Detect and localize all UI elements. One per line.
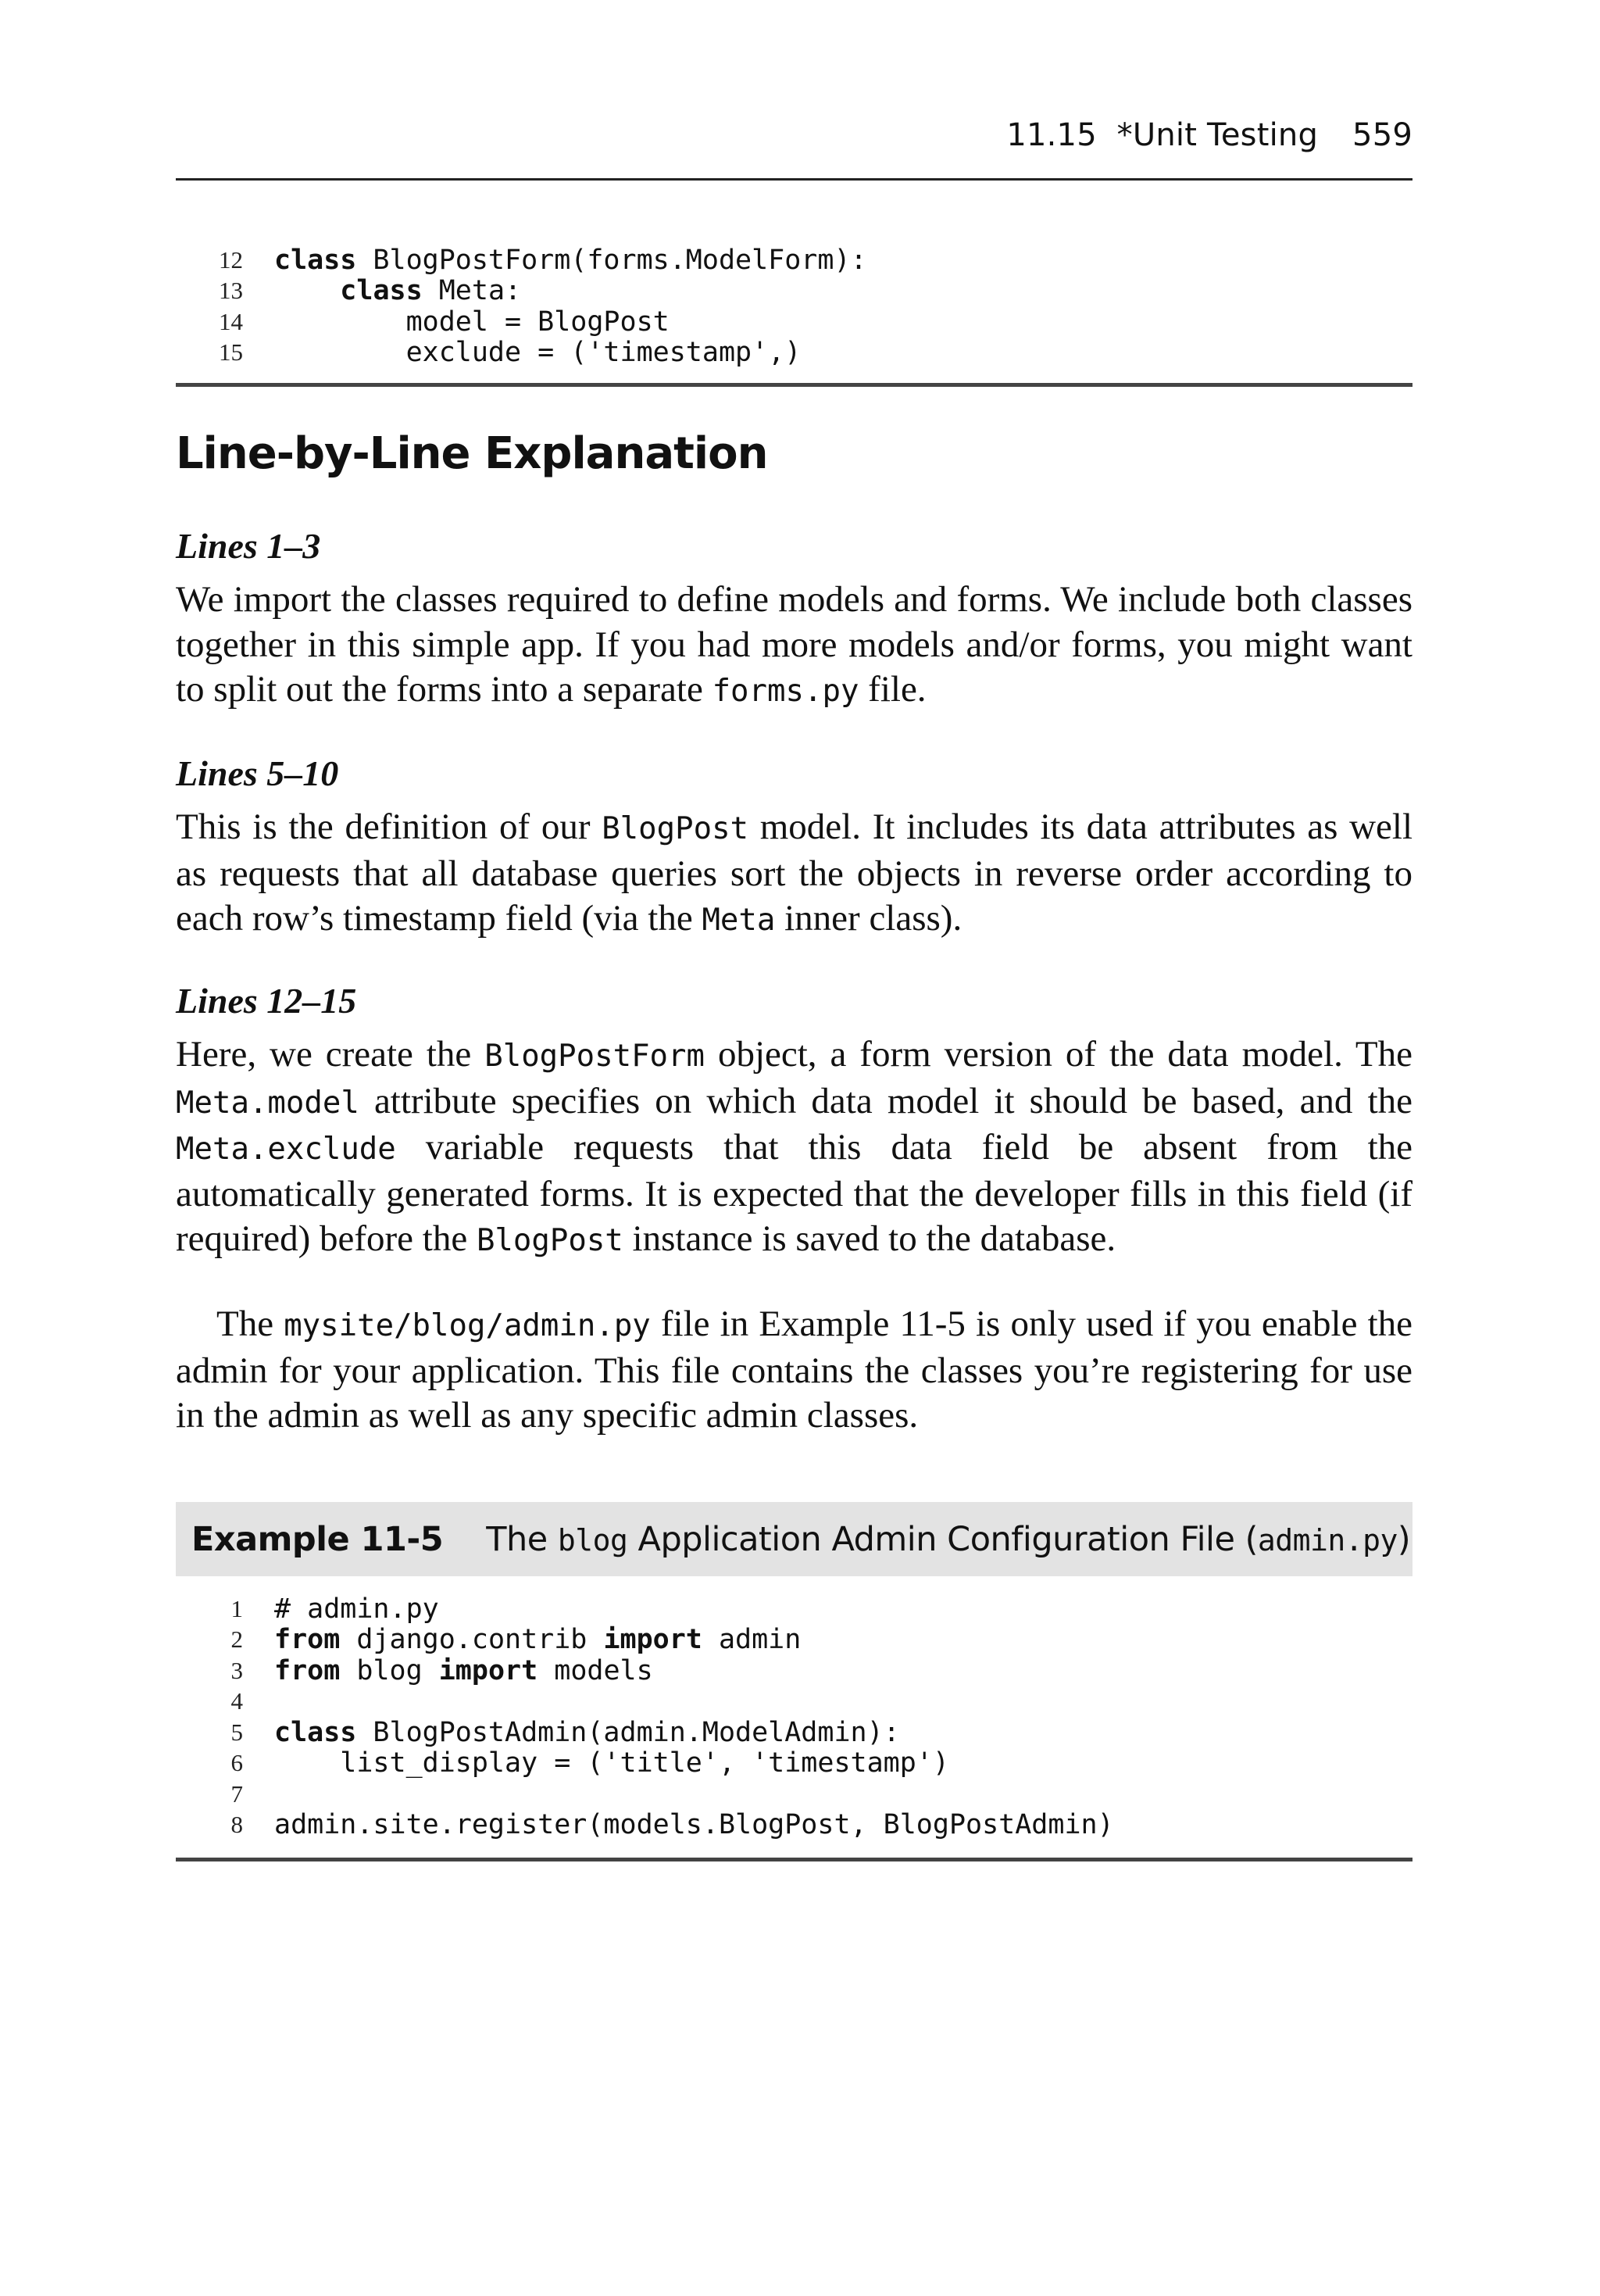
text-run: inner class). [775,898,962,939]
code-listing-bottom [176,1593,1412,1840]
text-run: file. [859,669,927,710]
paragraph [176,1302,1412,1439]
code-keyword: from [274,1654,341,1686]
line-number: 7 [230,1779,243,1808]
example-label: Example 11-5 [191,1519,444,1559]
header-rule [176,178,1412,181]
text-run: Application Admin Configuration File ( [627,1519,1258,1559]
line-number: 14 [219,307,243,335]
inline-code: mysite/blog/admin.py [284,1308,651,1343]
text-run: attribute specifies on which data model it should be based, and the [359,1080,1412,1121]
inline-code: admin.py [1257,1522,1398,1557]
code-line [176,1686,1412,1718]
line-number: 3 [230,1656,243,1684]
inline-code: Meta.exclude [176,1132,396,1167]
text-run: The [486,1519,558,1559]
line-number: 15 [219,338,243,367]
running-head [1006,117,1412,153]
code-keyword: class [340,275,423,307]
code-line [176,1748,1412,1779]
code-text [274,1593,439,1625]
code-text [274,245,867,276]
code-text [274,1655,653,1686]
code-keyword: class [274,1716,357,1748]
code-text [274,1624,801,1655]
example-caption [486,1520,1410,1559]
text-run: file in Example 11-5 is only used if you enable the admin for your application. This file contains the classes you’re registering for use in the admin as well as any specific admin classes. [176,1304,1412,1436]
line-number: 6 [230,1749,243,1777]
code-token: django.contrib [340,1624,604,1656]
line-number: 12 [219,245,243,274]
code-line [176,1810,1412,1841]
code-keyword: class [274,244,357,276]
subsection-title-lines-1-3: Lines 1–3 [176,526,321,566]
code-keyword: import [603,1624,702,1656]
line-number: 13 [219,277,243,305]
code-token: BlogPostForm(forms.ModelForm): [356,244,867,276]
code-token: admin [702,1624,802,1656]
code-token: list_display = ('title', 'timestamp') [274,1747,949,1779]
code-token [274,275,340,306]
line-number: 4 [230,1687,243,1715]
code-token: BlogPostAdmin(admin.ModelAdmin): [356,1716,900,1748]
paragraph [176,1032,1412,1264]
code-token: admin.site.register(models.BlogPost, BlogPostAdmin) [274,1809,1114,1841]
example-caption-bar [176,1502,1412,1576]
code-keyword: from [274,1624,341,1656]
code-listing-bottom-rule [176,1858,1412,1861]
line-number: 8 [230,1811,243,1839]
code-listing-top [176,245,1412,368]
inline-code: Meta [702,903,776,938]
code-listing-top-rule [176,383,1412,387]
inline-code: blog [557,1522,628,1557]
code-line [176,1655,1412,1686]
code-token: models [538,1654,653,1686]
inline-code: Meta.model [176,1085,359,1121]
code-text [274,1747,949,1779]
code-text [274,1717,900,1748]
code-line [176,1593,1412,1625]
code-token: blog [340,1654,439,1686]
paragraph [176,805,1412,943]
line-number: 5 [230,1718,243,1746]
running-head-section: 11.15 *Unit Testing [1006,117,1319,153]
inline-code: BlogPost [476,1223,623,1258]
code-line [176,245,1412,276]
inline-code: BlogPost [602,811,749,846]
code-line [176,1717,1412,1748]
text-run: object, a form version of the data model. The [705,1034,1412,1075]
subsection-title-lines-5-10: Lines 5–10 [176,753,339,793]
line-number: 1 [230,1594,243,1622]
code-text [274,275,521,306]
subsection-title-lines-12-15: Lines 12–15 [176,981,357,1021]
code-keyword: import [438,1654,538,1686]
text-run: ) [1397,1519,1411,1559]
code-token: exclude = ('timestamp',) [274,337,802,369]
paragraph [176,578,1412,714]
text-run: variable requests that this data field be absent from the automatically generated forms. It is expected that the developer fills in this field (if required) before the [176,1127,1412,1259]
text-run: The [216,1304,284,1344]
line-number: 2 [230,1625,243,1654]
text-run: We import the classes required to define models and forms. We include both classes together in this simple app. If you had more models and/or forms, you might want to split out the forms into a separate [176,579,1412,710]
code-token: Meta: [422,275,522,307]
code-line [176,338,1412,369]
text-run: model. It includes its data attributes as well as requests that all database queries sort the objects in reverse order according to each row’s timestamp field (via the [176,806,1412,939]
code-line [176,1625,1412,1656]
text-run: instance is saved to the database. [623,1218,1116,1259]
code-token: # admin.py [274,1593,439,1625]
inline-code: BlogPostForm [484,1039,705,1074]
code-line [176,276,1412,307]
text-run: This is the definition of our [176,806,602,847]
page-number: 559 [1352,117,1412,153]
code-line [176,1779,1412,1810]
code-token: model = BlogPost [274,306,670,338]
section-heading: Line-by-Line Explanation [176,428,768,479]
code-text [274,306,670,338]
code-text [274,337,801,368]
code-line [176,306,1412,338]
inline-code: forms.py [712,674,859,709]
text-run: Here, we create the [176,1034,485,1075]
code-text [274,1809,1114,1840]
